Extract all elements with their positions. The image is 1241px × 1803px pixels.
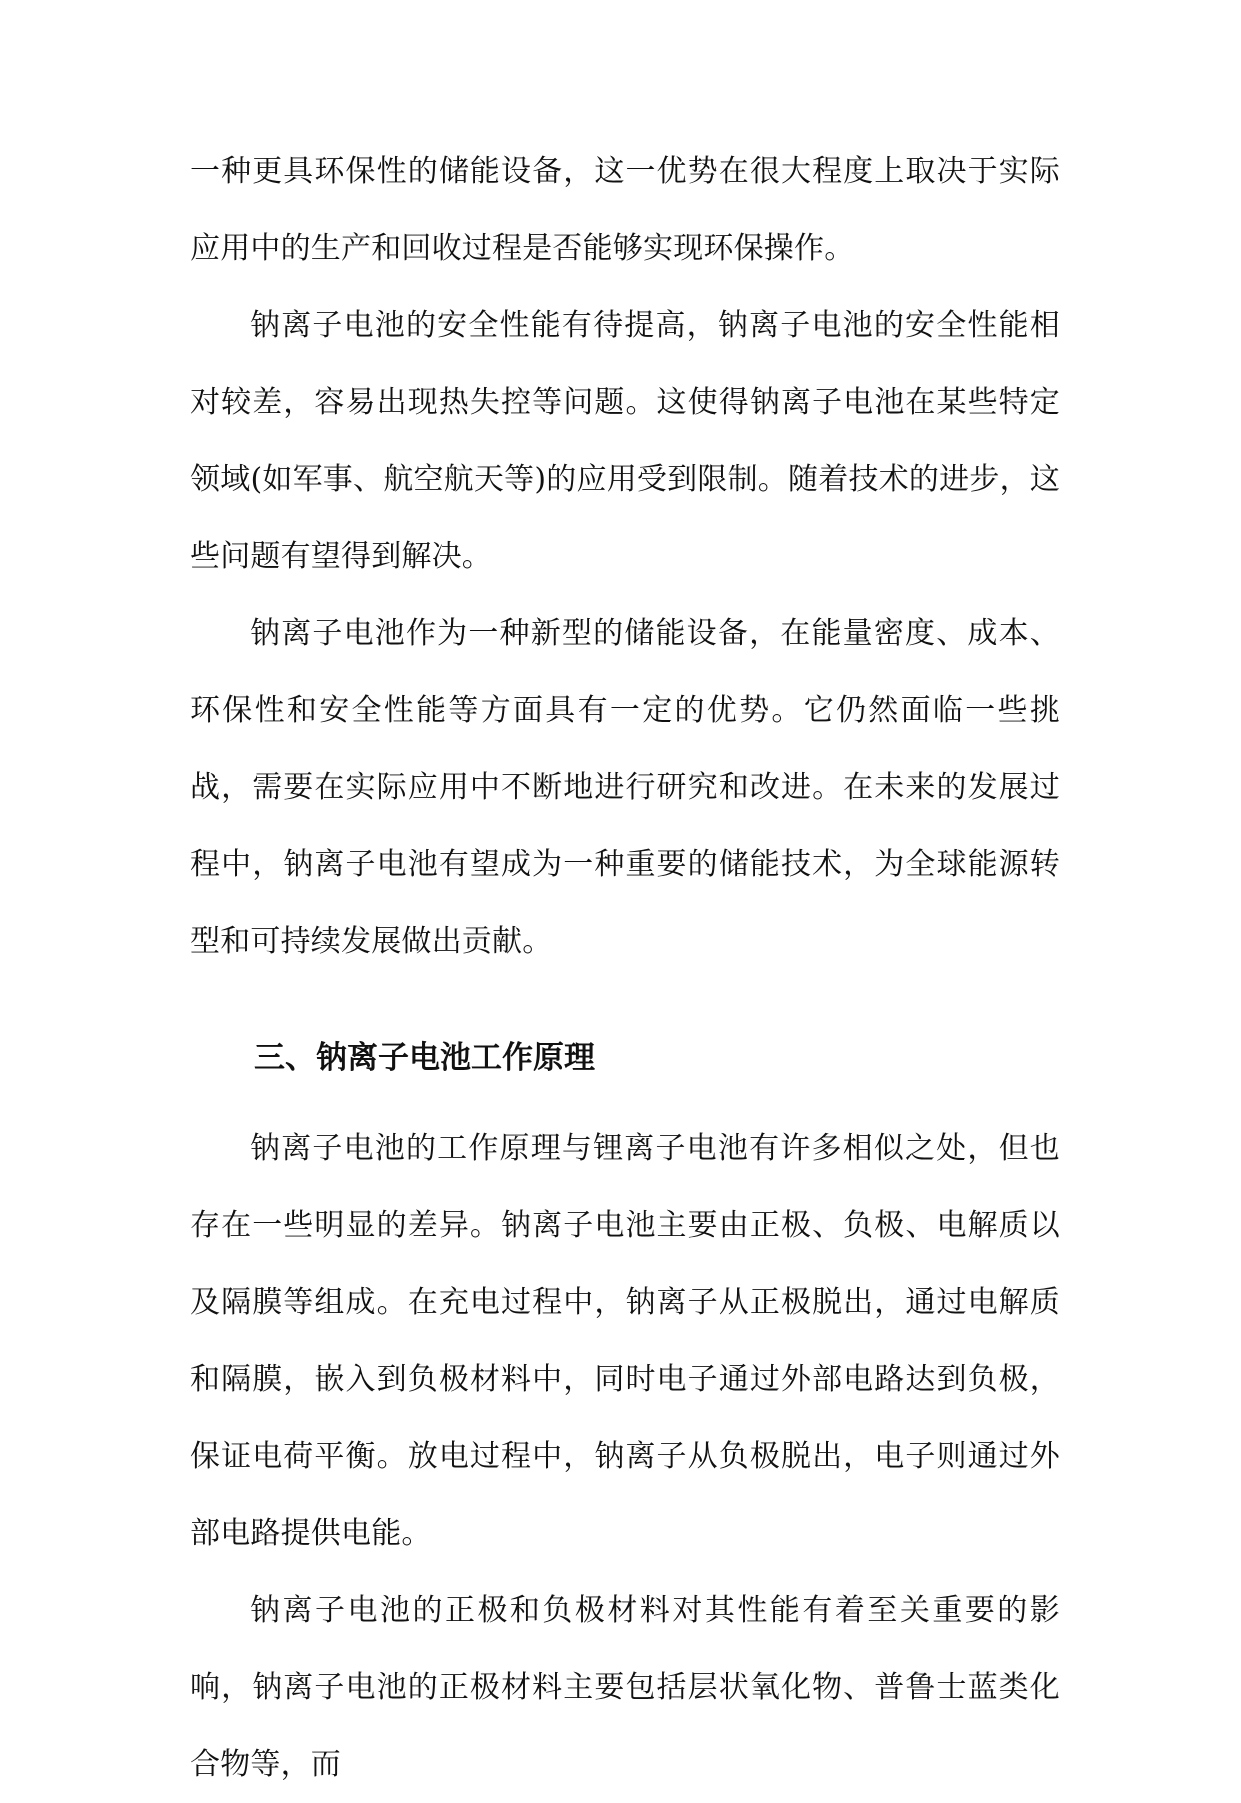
paragraph-electrode-materials: 钠离子电池的正极和负极材料对其性能有着至关重要的影响，钠离子电池的正极材料主要包括层状氧化物、普鲁士蓝类化合物等，而: [190, 1593, 1060, 1782]
paragraph-safety: 钠离子电池的安全性能有待提高，钠离子电池的安全性能相对较差，容易出现热失控等问题。这使得钠离子电池在某些特定领域(如军事、航空航天等)的应用受到限制。随着技术的进步，这些问题有望得到解决。: [190, 308, 1060, 574]
paragraph-working-principle: 钠离子电池的工作原理与锂离子电池有许多相似之处，但也存在一些明显的差异。钠离子电池主要由正极、负极、电解质以及隔膜等组成。在充电过程中，钠离子从正极脱出，通过电解质和隔膜，嵌入到负极材料中，同时电子通过外部电路达到负极，保证电荷平衡。放电过程中，钠离子从负极脱出，电子则通过外部电路提供电能。: [190, 1131, 1060, 1551]
section-heading: 三、钠离子电池工作原理: [254, 1040, 595, 1076]
document-page: [190, 133, 1060, 1803]
paragraph-summary: 钠离子电池作为一种新型的储能设备，在能量密度、成本、环保性和安全性能等方面具有一定的优势。它仍然面临一些挑战，需要在实际应用中不断地进行研究和改进。在未来的发展过程中，钠离子电池有望成为一种重要的储能技术，为全球能源转型和可持续发展做出贡献。: [190, 616, 1060, 959]
paragraph-continuation: 一种更具环保性的储能设备，这一优势在很大程度上取决于实际应用中的生产和回收过程是否能够实现环保操作。: [190, 154, 1060, 266]
